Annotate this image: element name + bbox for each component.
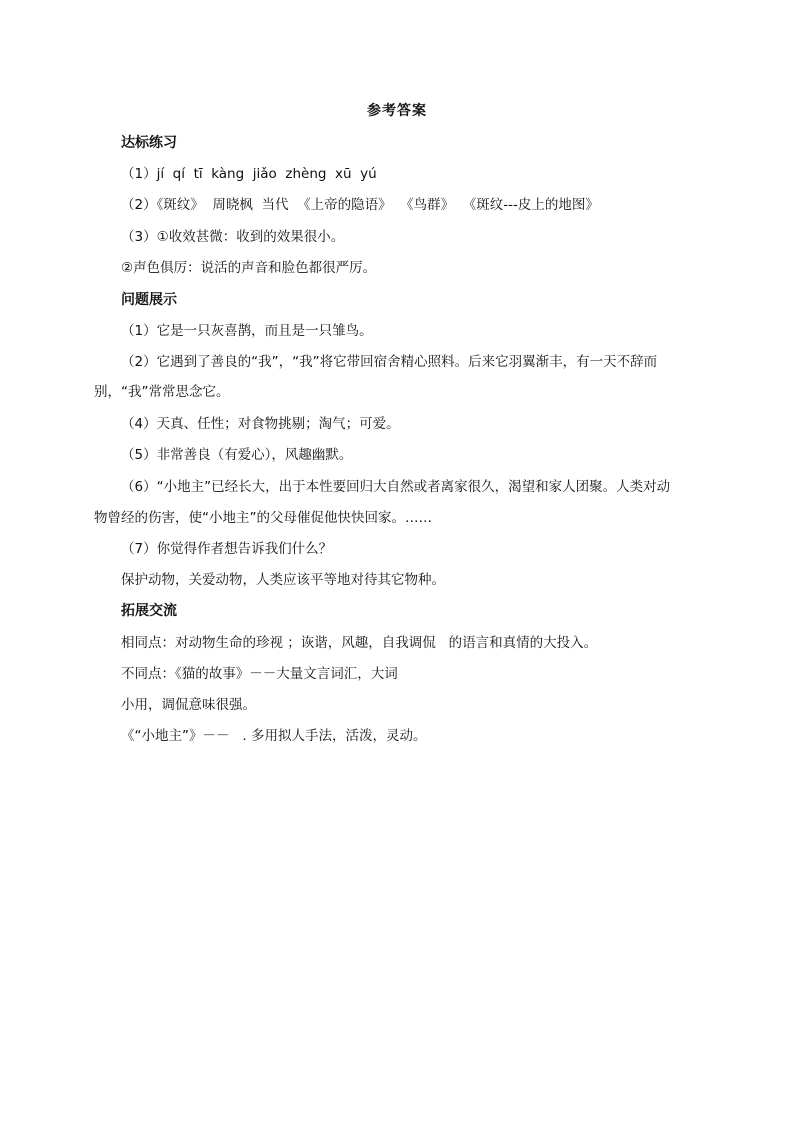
answer-line: （1）它是一只灰喜鹊，而且是一只雏鸟。 <box>121 323 373 339</box>
answer-line: 《“小地主”》－－ . 多用拟人手法，活泼，灵动。 <box>121 728 427 744</box>
answer-line: 保护动物，关爱动物，人类应该平等地对待其它物种。 <box>121 572 445 588</box>
answer-line: （5）非常善良（有爱心），风趣幽默。 <box>121 447 353 463</box>
answer-line: （7）你觉得作者想告诉我们什么？ <box>121 541 333 557</box>
answer-line: （3）①收效甚微：收到的效果很小。 <box>121 229 345 245</box>
answer-line: 不同点：《猫的故事》－－大量文言词汇，大词 <box>121 666 398 682</box>
answer-line: （2）它遇到了善良的“我”，“我”将它带回宿舍精心照料。后来它羽翼渐丰，有一天不辞而 <box>121 354 658 370</box>
answer-line: 别，“我”常常思念它。 <box>94 384 230 400</box>
answer-line: （6）“小地主”已经长大，出于本性要回归大自然或者离家很久，渴望和家人团聚。人类对动 <box>121 479 671 495</box>
answer-line: 物曾经的伤害，使“小地主”的父母催促他快快回家。…… <box>94 510 432 526</box>
answer-line: （2）《斑纹》 周晓枫 当代 《上帝的隐语》 《鸟群》 《斑纹---皮上的地图》 <box>121 197 599 213</box>
answer-line: （4）天真、任性；对食物挑剔；淘气；可爱。 <box>121 416 400 432</box>
answer-line: ②声色俱厉：说活的声音和脸色都很严厉。 <box>121 260 377 276</box>
page-title: 参考答案 <box>367 103 427 119</box>
section-heading-questions: 问题展示 <box>121 292 177 308</box>
answer-line: 相同点：对动物生命的珍视 ；诙谐，风趣，自我调侃 的语言和真情的大投入。 <box>121 635 598 651</box>
section-heading-practice: 达标练习 <box>121 135 177 151</box>
answer-line: （1）jí qí tī kàng jiǎo zhèng xū yú <box>121 166 377 182</box>
answer-line: 小用，调侃意味很强。 <box>121 697 256 713</box>
section-heading-extension: 拓展交流 <box>121 603 177 619</box>
